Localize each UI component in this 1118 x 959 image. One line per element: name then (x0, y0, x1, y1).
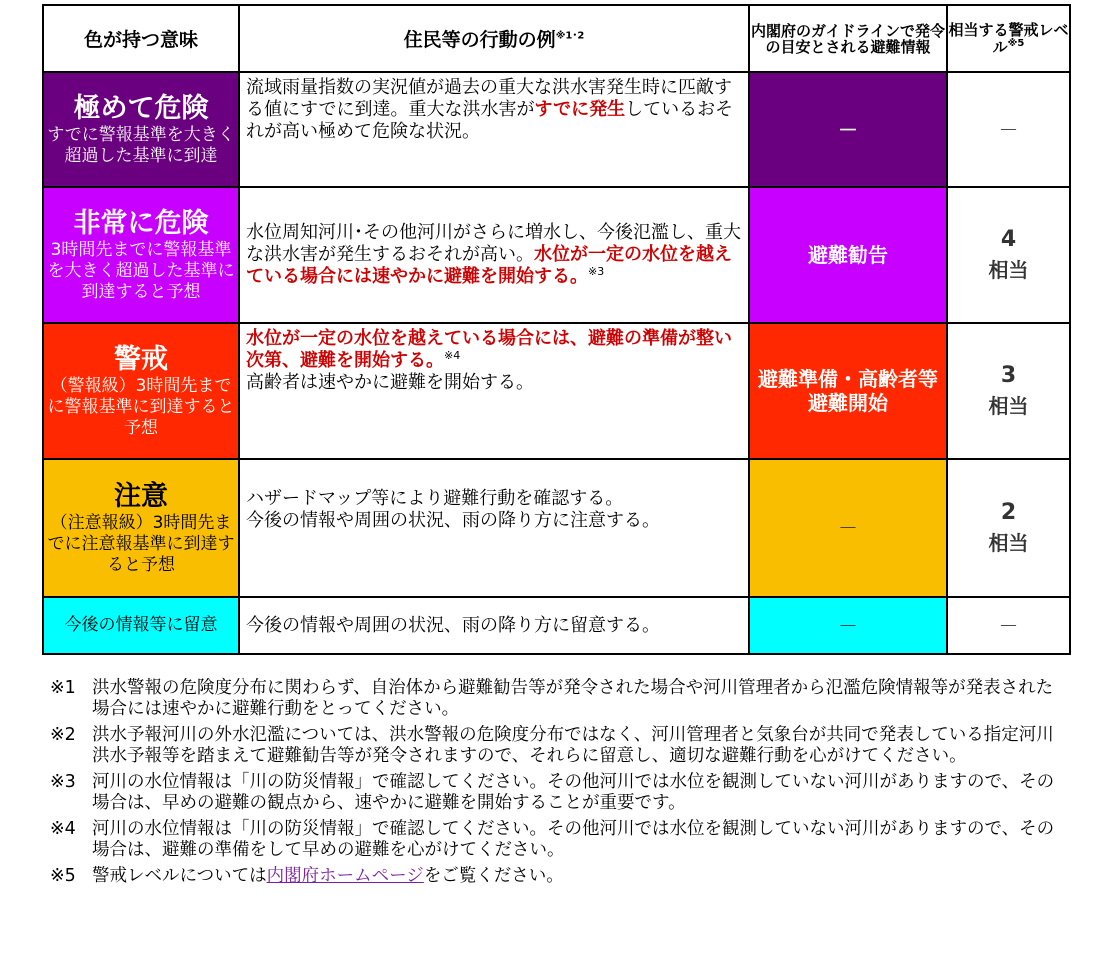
action-cell: 今後の情報や周囲の状況、雨の降り方に留意する。 (239, 597, 749, 654)
level-cell: 2 相当 (947, 459, 1070, 597)
color-meaning-cell: 注意 （注意報級）3時間先までに注意報基準に到達すると予想 (43, 459, 239, 597)
guideline-cell: － (749, 72, 947, 187)
footnote-item: ※5 警戒レベルについては内閣府ホームページをご覧ください。 (50, 866, 564, 886)
header-footnote-mark: ※1･2 (555, 30, 585, 42)
table-row (43, 459, 1070, 597)
level-cell: 3 相当 (947, 323, 1070, 459)
table-row (43, 187, 1070, 323)
header-guideline-info: 内閣府のガイドラインで発令の目安とされる避難情報 (749, 5, 947, 72)
color-meaning-cell: 極めて危険 すでに警報基準を大きく超過した基準に到達 (43, 72, 239, 187)
action-cell: 流域雨量指数の実況値が過去の重大な洪水害発生時に匹敵する値にすでに到達。重大な洪水害がすでに発生しているおそれが高い極めて危険な状況。 (239, 72, 749, 187)
footnote-item: ※1 洪水警報の危険度分布に関わらず、自治体から避難勧告等が発令された場合や河川管理者から氾濫危険情報等が発表された場合には速やかに避難行動をとってください。 (50, 678, 1054, 719)
action-cell: 水位周知河川･その他河川がさらに増水し、今後氾濫し、重大な洪水害が発生するおそれが高い。水位が一定の水位を越えている場合には速やかに避難を開始する。$^{※3}$ (239, 187, 749, 323)
header-color-meaning: 色が持つ意味 (43, 5, 239, 72)
table-header-row (43, 5, 1070, 72)
level-cell: 4 相当 (947, 187, 1070, 323)
color-meaning-cell: 今後の情報等に留意 (43, 597, 239, 654)
header-resident-actions: 住民等の行動の例$^{※1･2}$ (239, 5, 749, 72)
guideline-cell: － (749, 597, 947, 654)
cabinet-office-homepage-link[interactable]: 内閣府ホームページ (266, 866, 424, 886)
table-row (43, 72, 1070, 187)
table-row (43, 323, 1070, 459)
level-cell: － (947, 597, 1070, 654)
color-meaning-cell: 非常に危険 3時間先までに警報基準を大きく超過した基準に到達すると予想 (43, 187, 239, 323)
action-cell: 水位が一定の水位を越えている場合には、避難の準備が整い次第、避難を開始する。$^{※4}$ 高齢者は速やかに避難を開始する。 (239, 323, 749, 459)
header-warning-level: 相当する警戒レベル$^{※5}$ (947, 5, 1070, 72)
warning-level-table (42, 4, 1071, 655)
table-row (43, 597, 1070, 654)
action-cell: ハザードマップ等により避難行動を確認する。 今後の情報や周囲の状況、雨の降り方に注意する。 (239, 459, 749, 597)
footnote-item: ※2 洪水予報河川の外水氾濫については、洪水警報の危険度分布ではなく、河川管理者と気象台が共同で発表している指定河川洪水予報等を踏まえて避難勧告等が発令されますので、それらに留意し、適切な避難行動を心がけてください。 (50, 725, 1054, 766)
guideline-cell: － (749, 459, 947, 597)
level-cell: － (947, 72, 1070, 187)
header-level-footnote-mark: ※5 (1007, 37, 1025, 49)
footnote-item: ※4 河川の水位情報は「川の防災情報」で確認してください。その他河川では水位を観測していない河川がありますので、その場合は、避難の準備をして早めの避難を心がけてください。 (50, 819, 1055, 860)
guideline-cell: 避難準備・高齢者等避難開始 (749, 323, 947, 459)
guideline-cell: 避難勧告 (749, 187, 947, 323)
footnotes (50, 678, 1060, 892)
footnote-item: ※3 河川の水位情報は「川の防災情報」で確認してください。その他河川では水位を観測していない河川がありますので、その場合は、早めの避難の観点から、速やかに避難を開始することが重要です。 (50, 772, 1055, 813)
color-meaning-cell: 警戒 （警報級）3時間先までに警報基準に到達すると予想 (43, 323, 239, 459)
